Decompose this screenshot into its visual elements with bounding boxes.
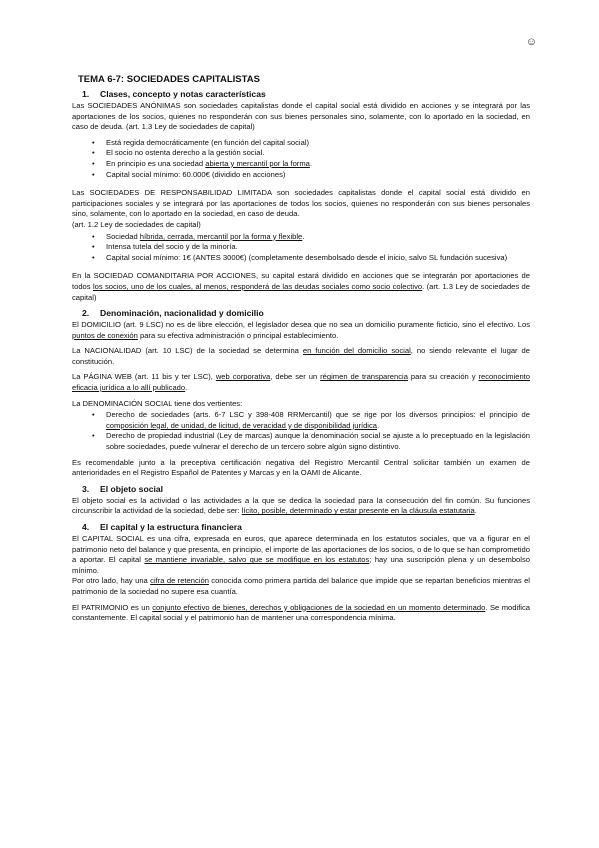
objeto-paragraph xyxy=(72,496,530,517)
nacionalidad-paragraph xyxy=(72,346,530,367)
sca-paragraph xyxy=(72,271,530,303)
text-run: . xyxy=(302,231,305,241)
underlined-text: los socios, uno de los cuales, al menos, responderá de las deudas sociales como socio colectivo xyxy=(92,281,423,291)
patrimonio-paragraph xyxy=(72,603,530,624)
text-run: La NACIONALIDAD (art. 10 LSC) de la sociedad se determina xyxy=(72,346,303,356)
retencion-paragraph xyxy=(72,576,530,597)
text-run: , debe ser un xyxy=(270,372,321,382)
underlined-text: abierta y mercantil por la forma xyxy=(205,158,310,168)
underlined-text: puntos de conexión xyxy=(72,330,138,340)
text-run: Sociedad xyxy=(106,231,140,241)
sa-paragraph: Las SOCIEDADES ANÓNIMAS son sociedades capitalistas donde el capital social está dividido en acciones y se integrará por las aportaciones de los socios, quienes no responderán con sus bienes personales sino, solamente, con lo aportado en la sociedad, en caso de deuda. (art. 1.3 Ley de sociedades de capital) xyxy=(72,101,530,132)
section-4-heading xyxy=(82,522,530,533)
text-run: . (art. 1.3 Ley de sociedades de capital) xyxy=(72,281,530,302)
text-run: , no siendo relevante el lugar de constitución. xyxy=(72,346,530,366)
section-2-heading xyxy=(82,308,530,319)
underlined-text: en función del domicilio social xyxy=(302,346,411,356)
list-item: • Derecho de propiedad industrial (Ley de marcas) aunque la denominación social se ajuste a lo preceptuado en la legislación sobre sociedades, puede vulnerar el derecho de un tercero sobre algún signo distintivo. xyxy=(72,431,530,452)
smiley-icon: ☺ xyxy=(525,36,537,48)
recommendation-paragraph: Es recomendable junto a la preceptiva certificación negativa del Registro Mercantil Central solicitar también un examen de anterioridades en el Registro Español de Patentes y Marcas y en la OAMI de Alicante. xyxy=(72,457,530,478)
text-run: Por otro lado, hay una xyxy=(72,576,151,586)
section-number: 2. xyxy=(82,308,90,319)
underlined-text: se mantiene invariable, salvo que se modifique en los estatutos xyxy=(144,555,370,565)
section-number: 4. xyxy=(82,522,90,532)
web-paragraph xyxy=(72,372,530,393)
section-title: Denominación, nacionalidad y domicilio xyxy=(100,308,264,319)
section-3-heading xyxy=(82,484,530,495)
srl-reference: (art. 1.2 Ley de sociedades de capital) xyxy=(72,219,201,229)
section-1-heading xyxy=(82,89,530,100)
srl-paragraph: Las SOCIEDADES DE RESPONSABILIDAD LIMITADA son sociedades capitalistas donde el capital social está dividido en participaciones sociales y se integrará por las aportaciones de todos los socios, quienes no responderán con sus bienes personales sino, solamente, con lo aportado en la sociedad, en caso de deuda. xyxy=(72,188,530,219)
underlined-text: híbrida, cerrada, mercantil por la forma y flexible xyxy=(139,231,303,241)
underlined-text: reconocimiento eficacia jurídica a lo allí publicado xyxy=(72,372,530,393)
text-run: para su creación y xyxy=(407,372,479,382)
text-run: Derecho de sociedades (arts. 6-7 LSC y 398-408 RRMercantil) que se rige por los diversos principios: el principio de xyxy=(106,410,530,420)
sa-list xyxy=(72,138,530,180)
document-body xyxy=(72,74,530,629)
underlined-text: cifra de retención xyxy=(150,576,209,586)
text-run: El objeto social es la actividad o las actividades a la que se dedica la sociedad para la consecución del fin común. Su funciones circunscribir la actividad de la sociedad, debe ser: xyxy=(72,495,530,516)
section-number: 1. xyxy=(82,89,90,99)
list-item xyxy=(72,159,530,170)
list-item: • Capital social mínimo: 60.000€ (dividido en acciones) xyxy=(72,170,530,181)
denominacion-list xyxy=(72,410,530,452)
text-run: El DOMICILIO (art. 9 LSC) no es de libre elección, el legislador desea que no sea un domicilio puramente ficticio, sino el efectivo. Los xyxy=(72,320,530,330)
list-item: • El socio no ostenta derecho a la gestión social. xyxy=(72,148,530,159)
section-number: 3. xyxy=(82,483,90,494)
text-run: . Se modifica constantemente. El capital social y el patrimonio han de mantener una correspondencia mínima. xyxy=(72,602,531,623)
text-run: En principio es una sociedad xyxy=(106,158,206,168)
text-run: En la SOCIEDAD COMANDITARIA POR ACCIONES, su capital estará dividido en acciones que se integrarán por aportaciones de todos xyxy=(72,271,530,291)
underlined-text: conjunto efectivo de bienes, derechos y obligaciones de la sociedad en un momento determinado xyxy=(152,602,486,612)
text-run: . xyxy=(377,420,380,430)
underlined-text: lícito, posible, determinado y estar presente en la cláusula estatutaria xyxy=(241,506,475,516)
list-item xyxy=(72,232,530,243)
list-item xyxy=(72,410,530,431)
section-title: El objeto social xyxy=(100,483,164,494)
text-run: . xyxy=(474,506,477,516)
text-run: El CAPITAL SOCIAL es una cifra, expresada en euros, que aparece determinada en los estatutos sociales, que va a figurar en el patrimonio neto del balance y que presenta, en principio, el importe de las aportaciones de los socios, o de lo que se han comprometido a aportar. El capital xyxy=(72,534,530,565)
denominacion-intro: La DENOMINACIÓN SOCIAL tiene dos vertientes: xyxy=(72,398,243,408)
underlined-text: composición legal, de unidad, de licitud, de veracidad y de disponibilidad jurídica xyxy=(106,420,378,430)
text-run: La PÁGINA WEB (art. 11 bis y ter LSC), xyxy=(72,372,216,382)
text-run: . xyxy=(309,158,313,168)
srl-list xyxy=(72,232,530,264)
underlined-text: web corporativa xyxy=(215,372,271,382)
text-run: para su efectiva administración o principal establecimiento. xyxy=(137,330,339,340)
underlined-text: régimen de transparencia xyxy=(320,372,408,382)
text-run: . xyxy=(185,383,188,393)
text-run: conocida como primera partida del balance que impide que se repartan beneficios mientras el patrimonio de la sociedad no supere esa cuantía. xyxy=(72,576,530,596)
list-item: • Está regida democráticamente (en función del capital social) xyxy=(72,138,530,149)
text-run: ; hay una suscripción plena y un desembolso mínimo. xyxy=(72,555,530,575)
domicilio-paragraph xyxy=(72,320,530,341)
page-title: TEMA 6-7: SOCIEDADES CAPITALISTAS xyxy=(78,74,260,85)
list-item: • Intensa tutela del socio y de la minoría. xyxy=(72,242,530,253)
text-run: El PATRIMONIO es un xyxy=(72,602,153,612)
section-title: Clases, concepto y notas características xyxy=(100,89,266,99)
capital-paragraph xyxy=(72,534,530,576)
list-item: • Capital social mínimo: 1€ (ANTES 3000€) (completamente desembolsado desde el inicio, salvo SL fundación sucesiva) xyxy=(72,253,530,264)
section-title: El capital y la estructura financiera xyxy=(100,522,242,532)
